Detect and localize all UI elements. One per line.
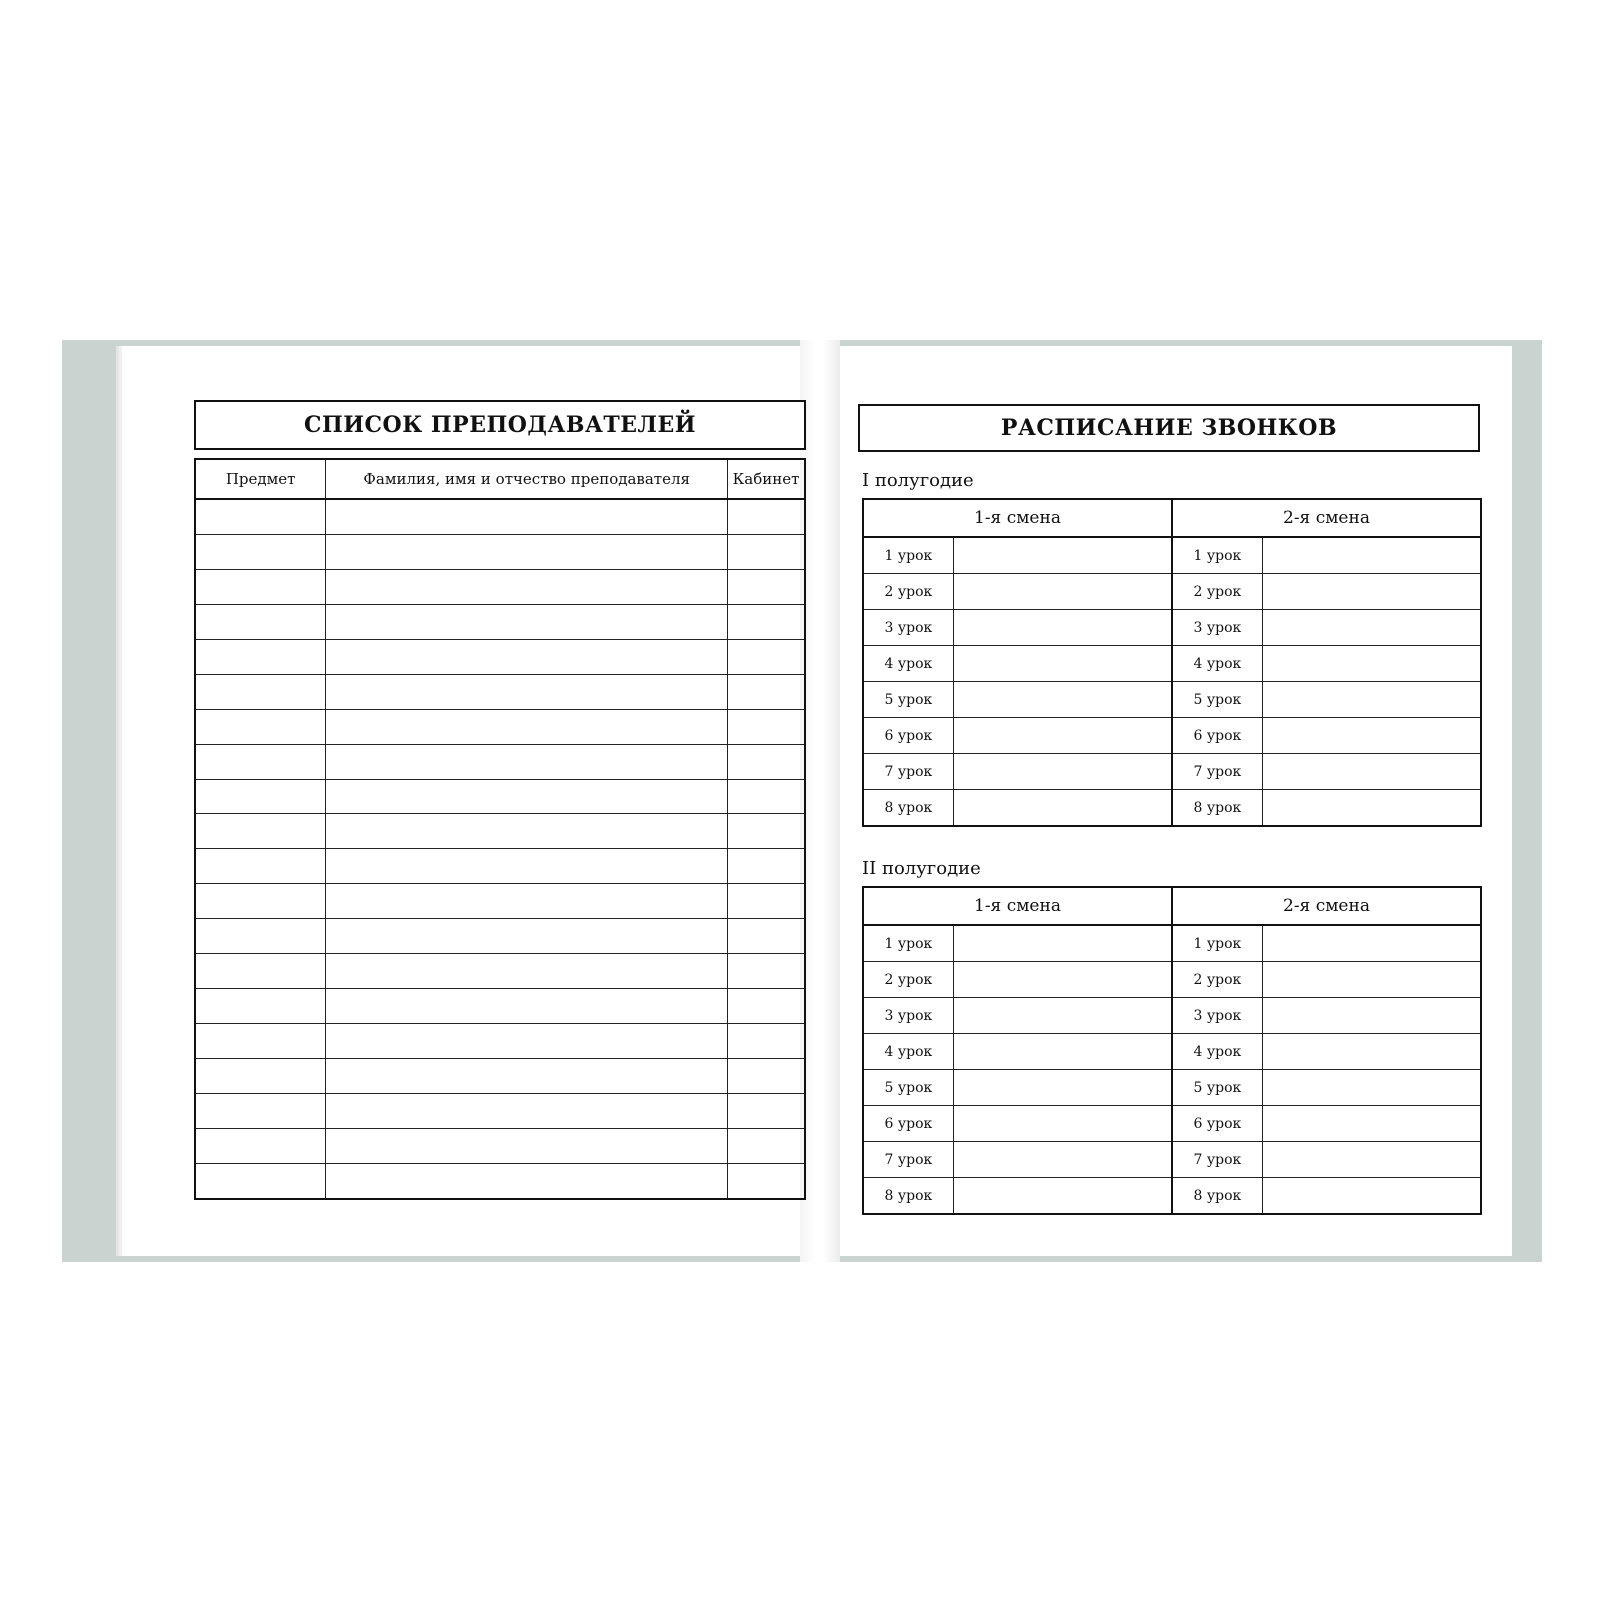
name-cell[interactable]: [326, 1059, 728, 1094]
lesson-label: 3 урок: [863, 998, 953, 1034]
time-cell[interactable]: [953, 754, 1172, 790]
time-cell[interactable]: [1262, 1178, 1481, 1215]
lesson-row: [863, 790, 1481, 827]
lesson-row: [863, 925, 1481, 962]
subject-cell[interactable]: [195, 499, 326, 534]
subject-cell[interactable]: [195, 534, 326, 569]
subject-cell[interactable]: [195, 989, 326, 1024]
subject-cell[interactable]: [195, 1128, 326, 1163]
time-cell[interactable]: [1262, 998, 1481, 1034]
subject-cell[interactable]: [195, 1024, 326, 1059]
time-cell[interactable]: [1262, 1070, 1481, 1106]
lesson-label: 3 урок: [1172, 610, 1262, 646]
subject-cell[interactable]: [195, 604, 326, 639]
name-cell[interactable]: [326, 849, 728, 884]
room-cell[interactable]: [728, 1059, 805, 1094]
column-room: Кабинет: [728, 459, 805, 499]
time-cell[interactable]: [953, 646, 1172, 682]
time-cell[interactable]: [1262, 925, 1481, 962]
lesson-row: [863, 1178, 1481, 1215]
lesson-label: 6 урок: [863, 1106, 953, 1142]
time-cell[interactable]: [953, 718, 1172, 754]
room-cell[interactable]: [728, 569, 805, 604]
lesson-label: 4 урок: [1172, 646, 1262, 682]
room-cell[interactable]: [728, 604, 805, 639]
time-cell[interactable]: [1262, 1106, 1481, 1142]
lesson-label: 7 урок: [1172, 1142, 1262, 1178]
lesson-label: 8 урок: [1172, 790, 1262, 827]
room-cell[interactable]: [728, 1128, 805, 1163]
time-cell[interactable]: [953, 1070, 1172, 1106]
time-cell[interactable]: [953, 682, 1172, 718]
room-cell[interactable]: [728, 744, 805, 779]
subject-cell[interactable]: [195, 639, 326, 674]
room-cell[interactable]: [728, 884, 805, 919]
teacher-row: [195, 919, 805, 954]
name-cell[interactable]: [326, 1163, 728, 1199]
lesson-label: 6 урок: [863, 718, 953, 754]
lesson-label: 4 урок: [863, 646, 953, 682]
name-cell[interactable]: [326, 1093, 728, 1128]
time-cell[interactable]: [1262, 610, 1481, 646]
second-half-label: II полугодие: [862, 858, 981, 879]
lesson-label: 5 урок: [1172, 682, 1262, 718]
name-cell[interactable]: [326, 604, 728, 639]
teacher-row: [195, 534, 805, 569]
lesson-label: 2 урок: [863, 962, 953, 998]
lesson-label: 8 урок: [1172, 1178, 1262, 1215]
lesson-row: [863, 646, 1481, 682]
teacher-row: [195, 674, 805, 709]
time-cell[interactable]: [953, 1034, 1172, 1070]
column-teacher-name: Фамилия, имя и отчество преподавателя: [326, 459, 728, 499]
teacher-row: [195, 1024, 805, 1059]
time-cell[interactable]: [1262, 962, 1481, 998]
subject-cell[interactable]: [195, 884, 326, 919]
name-cell[interactable]: [326, 744, 728, 779]
subject-cell[interactable]: [195, 569, 326, 604]
name-cell[interactable]: [326, 954, 728, 989]
name-cell[interactable]: [326, 639, 728, 674]
time-cell[interactable]: [953, 537, 1172, 574]
lesson-label: 2 урок: [1172, 574, 1262, 610]
teachers-list-title: СПИСОК ПРЕПОДАВАТЕЛЕЙ: [194, 400, 806, 450]
subject-cell[interactable]: [195, 1059, 326, 1094]
time-cell[interactable]: [1262, 682, 1481, 718]
room-cell[interactable]: [728, 1163, 805, 1199]
name-cell[interactable]: [326, 989, 728, 1024]
subject-cell[interactable]: [195, 1093, 326, 1128]
lesson-label: 7 урок: [863, 754, 953, 790]
time-cell[interactable]: [1262, 790, 1481, 827]
lesson-row: [863, 962, 1481, 998]
lesson-label: 1 урок: [863, 925, 953, 962]
teacher-row: [195, 709, 805, 744]
lesson-label: 2 урок: [863, 574, 953, 610]
room-cell[interactable]: [728, 989, 805, 1024]
lesson-label: 5 урок: [863, 682, 953, 718]
room-cell[interactable]: [728, 499, 805, 534]
time-cell[interactable]: [1262, 754, 1481, 790]
lesson-label: 4 урок: [1172, 1034, 1262, 1070]
room-cell[interactable]: [728, 779, 805, 814]
shift2-header: 2-я смена: [1172, 499, 1481, 537]
teacher-row: [195, 1093, 805, 1128]
time-cell[interactable]: [953, 790, 1172, 827]
lesson-row: [863, 998, 1481, 1034]
schedule-table-half1: [862, 498, 1482, 827]
room-cell[interactable]: [728, 954, 805, 989]
teachers-table-header: [195, 459, 805, 499]
teacher-row: [195, 779, 805, 814]
teacher-row: [195, 499, 805, 534]
time-cell[interactable]: [1262, 1142, 1481, 1178]
name-cell[interactable]: [326, 884, 728, 919]
subject-cell[interactable]: [195, 849, 326, 884]
lesson-label: 4 урок: [863, 1034, 953, 1070]
teacher-row: [195, 604, 805, 639]
lesson-label: 2 урок: [1172, 962, 1262, 998]
teacher-row: [195, 569, 805, 604]
bell-schedule-title: РАСПИСАНИЕ ЗВОНКОВ: [858, 404, 1480, 452]
time-cell[interactable]: [953, 610, 1172, 646]
subject-cell[interactable]: [195, 709, 326, 744]
subject-cell[interactable]: [195, 919, 326, 954]
time-cell[interactable]: [953, 1106, 1172, 1142]
room-cell[interactable]: [728, 849, 805, 884]
lesson-row: [863, 574, 1481, 610]
lesson-row: [863, 754, 1481, 790]
time-cell[interactable]: [1262, 537, 1481, 574]
name-cell[interactable]: [326, 709, 728, 744]
subject-cell[interactable]: [195, 744, 326, 779]
lesson-row: [863, 718, 1481, 754]
lesson-label: 3 урок: [863, 610, 953, 646]
teacher-row: [195, 954, 805, 989]
lesson-label: 5 урок: [1172, 1070, 1262, 1106]
shift2-header: 2-я смена: [1172, 887, 1481, 925]
room-cell[interactable]: [728, 814, 805, 849]
lesson-label: 3 урок: [1172, 998, 1262, 1034]
teacher-row: [195, 1163, 805, 1199]
teacher-row: [195, 639, 805, 674]
room-cell[interactable]: [728, 709, 805, 744]
name-cell[interactable]: [326, 1128, 728, 1163]
teacher-row: [195, 849, 805, 884]
teacher-row: [195, 1128, 805, 1163]
room-cell[interactable]: [728, 674, 805, 709]
lesson-row: [863, 1142, 1481, 1178]
teacher-row: [195, 814, 805, 849]
time-cell[interactable]: [953, 1142, 1172, 1178]
subject-cell[interactable]: [195, 1163, 326, 1199]
first-half-label: I полугодие: [862, 470, 974, 491]
shift1-header: 1-я смена: [863, 887, 1172, 925]
column-subject: Предмет: [195, 459, 326, 499]
lesson-label: 8 урок: [863, 1178, 953, 1215]
schedule-table-half2: [862, 886, 1482, 1215]
room-cell[interactable]: [728, 919, 805, 954]
room-cell[interactable]: [728, 639, 805, 674]
name-cell[interactable]: [326, 499, 728, 534]
lesson-label: 5 урок: [863, 1070, 953, 1106]
teacher-row: [195, 989, 805, 1024]
lesson-label: 1 урок: [863, 537, 953, 574]
teacher-row: [195, 1059, 805, 1094]
time-cell[interactable]: [953, 925, 1172, 962]
time-cell[interactable]: [1262, 646, 1481, 682]
subject-cell[interactable]: [195, 779, 326, 814]
name-cell[interactable]: [326, 814, 728, 849]
subject-cell[interactable]: [195, 814, 326, 849]
subject-cell[interactable]: [195, 674, 326, 709]
lesson-label: 6 урок: [1172, 718, 1262, 754]
teachers-table: [194, 458, 806, 1200]
time-cell[interactable]: [953, 574, 1172, 610]
name-cell[interactable]: [326, 779, 728, 814]
name-cell[interactable]: [326, 534, 728, 569]
room-cell[interactable]: [728, 1093, 805, 1128]
page-gutter: [800, 340, 840, 1262]
time-cell[interactable]: [953, 962, 1172, 998]
room-cell[interactable]: [728, 1024, 805, 1059]
teacher-row: [195, 744, 805, 779]
lesson-row: [863, 610, 1481, 646]
lesson-label: 7 урок: [863, 1142, 953, 1178]
lesson-row: [863, 1034, 1481, 1070]
name-cell[interactable]: [326, 674, 728, 709]
subject-cell[interactable]: [195, 954, 326, 989]
time-cell[interactable]: [1262, 718, 1481, 754]
lesson-row: [863, 682, 1481, 718]
lesson-row: [863, 1106, 1481, 1142]
room-cell[interactable]: [728, 534, 805, 569]
name-cell[interactable]: [326, 1024, 728, 1059]
time-cell[interactable]: [953, 998, 1172, 1034]
name-cell[interactable]: [326, 569, 728, 604]
shift1-header: 1-я смена: [863, 499, 1172, 537]
time-cell[interactable]: [1262, 574, 1481, 610]
lesson-label: 1 урок: [1172, 925, 1262, 962]
lesson-row: [863, 537, 1481, 574]
lesson-label: 1 урок: [1172, 537, 1262, 574]
time-cell[interactable]: [953, 1178, 1172, 1215]
lesson-label: 7 урок: [1172, 754, 1262, 790]
lesson-row: [863, 1070, 1481, 1106]
time-cell[interactable]: [1262, 1034, 1481, 1070]
teacher-row: [195, 884, 805, 919]
lesson-label: 8 урок: [863, 790, 953, 827]
lesson-label: 6 урок: [1172, 1106, 1262, 1142]
name-cell[interactable]: [326, 919, 728, 954]
